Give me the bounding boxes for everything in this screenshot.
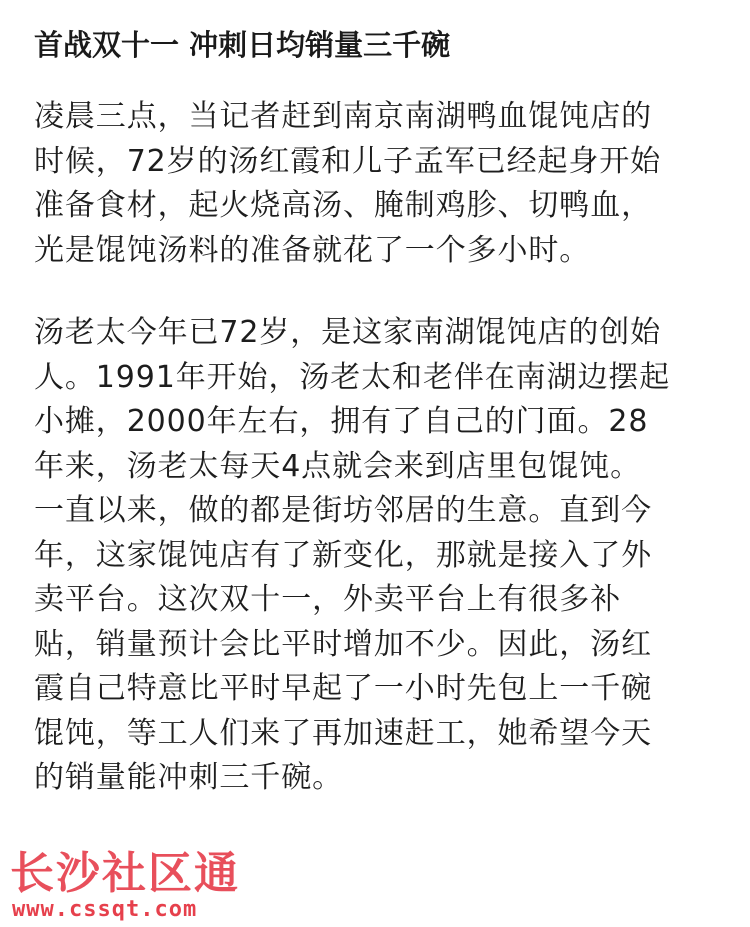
article <box>34 24 724 801</box>
paragraph-line: 卖平台。这次双十一，外卖平台上有很多补 <box>34 582 622 617</box>
paragraph-line: 一直以来，做的都是街坊邻居的生意。直到今 <box>34 493 652 528</box>
watermark-logo-text: 长沙社区通 <box>10 848 240 899</box>
article-paragraph <box>34 95 724 273</box>
paragraph-line: 年，这家馄饨店有了新变化，那就是接入了外 <box>34 537 652 573</box>
paragraph-line: 光是馄饨汤料的准备就花了一个多小时。 <box>34 232 591 268</box>
paragraph-line: 人。1991年开始，汤老太和老伴在南湖边摆起 <box>34 359 671 395</box>
paragraph-line: 霞自己特意比平时早起了一小时先包上一千碗 <box>34 671 652 706</box>
paragraph-line: 小摊，2000年左右，拥有了自己的门面。28 <box>34 404 649 439</box>
paragraph-line: 凌晨三点，当记者赶到南京南湖鸭血馄饨店的 <box>34 99 652 134</box>
paragraph-line: 馄饨，等工人们来了再加速赶工，她希望今天 <box>34 715 652 751</box>
paragraph-line: 年来，汤老太每天4点就会来到店里包馄饨。 <box>34 448 642 484</box>
paragraph-line: 贴，销量预计会比平时增加不少。因此，汤红 <box>34 626 652 662</box>
paragraph-line: 汤老太今年已72岁，是这家南湖馄饨店的创始 <box>34 315 662 350</box>
watermark-url: www.cssqt.com <box>12 897 198 922</box>
paragraph-line: 的销量能冲刺三千碗。 <box>34 760 343 795</box>
article-paragraph <box>34 311 724 801</box>
paragraph-line: 时候，72岁的汤红霞和儿子孟军已经起身开始 <box>34 143 662 179</box>
paragraph-line: 准备食材，起火烧高汤、腌制鸡胗、切鸭血， <box>34 188 652 223</box>
site-watermark <box>10 848 240 924</box>
article-title: 首战双十一 冲刺日均销量三千碗 <box>34 28 451 62</box>
